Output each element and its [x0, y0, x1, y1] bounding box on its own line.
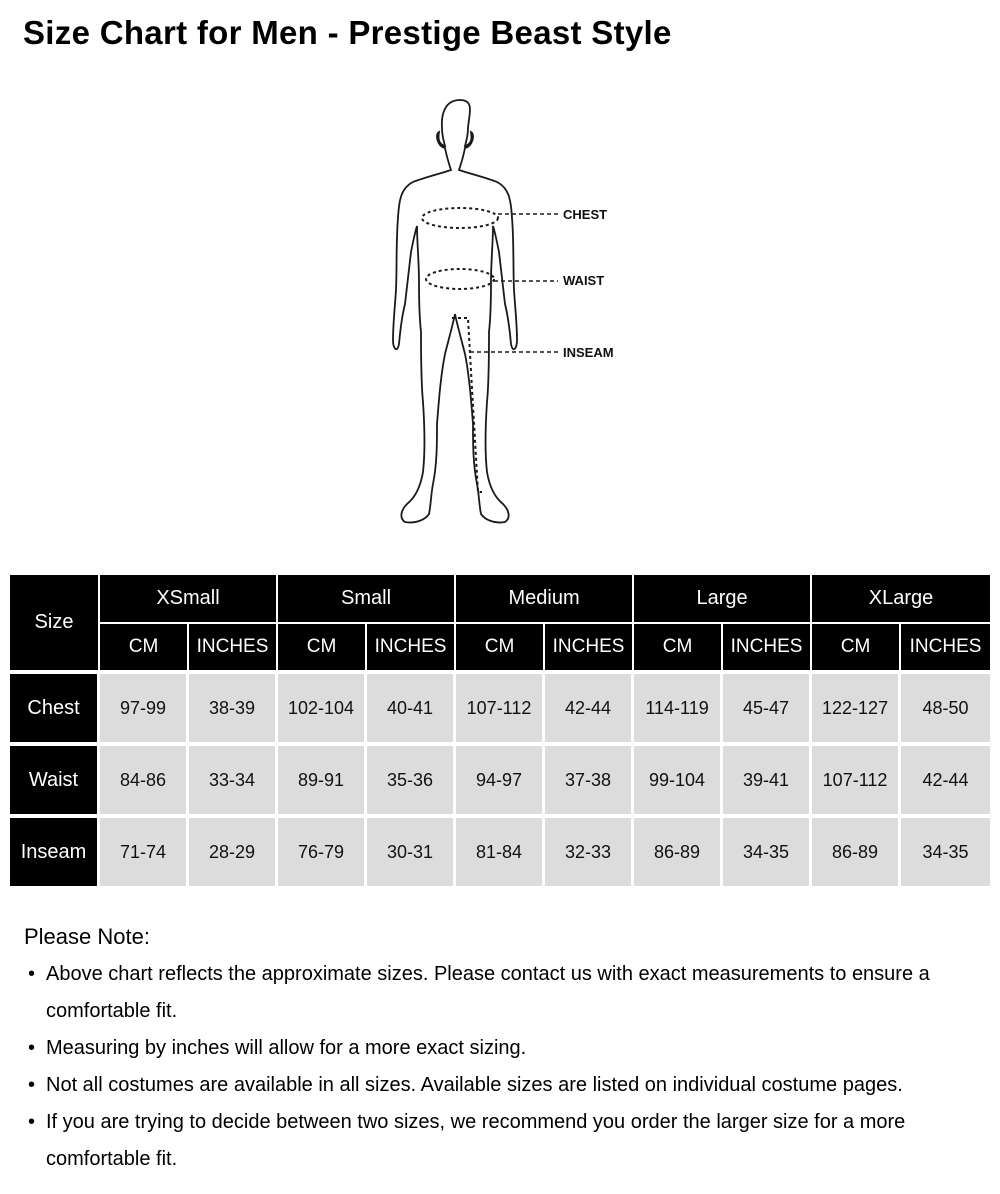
table-cell: 89-91 [278, 742, 367, 814]
table-cell: 114-119 [634, 670, 723, 742]
table-row-chest [10, 670, 990, 742]
note-item [24, 1067, 984, 1104]
table-cell: 71-74 [100, 814, 189, 886]
note-item [24, 956, 984, 1030]
table-cell: 99-104 [634, 742, 723, 814]
body-measurement-figure [360, 92, 650, 532]
chest-label: CHEST [563, 207, 608, 222]
human-silhouette-icon [360, 92, 650, 532]
waist-label: WAIST [563, 273, 605, 288]
note-text: Not all costumes are available in all sizes. Available sizes are listed on individual costume pages. [46, 1074, 903, 1096]
notes-section [24, 924, 984, 1178]
size-group-xlarge: XLarge [812, 575, 990, 622]
note-text: Above chart reflects the approximate sizes. Please contact us with exact measurements to ensure a comfortable fit. [46, 963, 930, 1022]
table-cell: 84-86 [100, 742, 189, 814]
unit-cm: CM [456, 622, 545, 670]
size-group-xsmall: XSmall [100, 575, 278, 622]
unit-cm: CM [100, 622, 189, 670]
size-group-large: Large [634, 575, 812, 622]
table-cell: 94-97 [456, 742, 545, 814]
table-cell: 48-50 [901, 670, 990, 742]
bullet-icon: • [28, 1111, 36, 1133]
table-cell: 35-36 [367, 742, 456, 814]
note-item [24, 1030, 984, 1067]
table-cell: 28-29 [189, 814, 278, 886]
table-cell: 107-112 [456, 670, 545, 742]
table-cell: 38-39 [189, 670, 278, 742]
table-cell: 32-33 [545, 814, 634, 886]
unit-cm: CM [278, 622, 367, 670]
table-row-inseam [10, 814, 990, 886]
size-group-header-row [10, 575, 990, 622]
inseam-label: INSEAM [563, 345, 614, 360]
table-cell: 40-41 [367, 670, 456, 742]
row-label-waist: Waist [10, 742, 100, 814]
bullet-icon: • [28, 963, 36, 985]
bullet-icon: • [28, 1074, 36, 1096]
table-cell: 102-104 [278, 670, 367, 742]
unit-inches: INCHES [901, 622, 990, 670]
table-cell: 107-112 [812, 742, 901, 814]
size-group-medium: Medium [456, 575, 634, 622]
table-cell: 34-35 [901, 814, 990, 886]
table-row-waist [10, 742, 990, 814]
page-title: Size Chart for Men - Prestige Beast Style [23, 14, 672, 51]
table-cell: 86-89 [634, 814, 723, 886]
table-cell: 39-41 [723, 742, 812, 814]
row-label-chest: Chest [10, 670, 100, 742]
bullet-icon: • [28, 1037, 36, 1059]
size-group-small: Small [278, 575, 456, 622]
table-cell: 76-79 [278, 814, 367, 886]
unit-cm: CM [634, 622, 723, 670]
table-cell: 122-127 [812, 670, 901, 742]
table-cell: 45-47 [723, 670, 812, 742]
note-text: If you are trying to decide between two sizes, we recommend you order the larger size for a more comfortable fit. [46, 1111, 906, 1170]
note-text: Measuring by inches will allow for a more exact sizing. [46, 1037, 527, 1059]
unit-header-row [10, 622, 990, 670]
size-chart-table [10, 575, 990, 886]
unit-inches: INCHES [545, 622, 634, 670]
table-cell: 42-44 [901, 742, 990, 814]
table-cell: 81-84 [456, 814, 545, 886]
table-cell: 34-35 [723, 814, 812, 886]
size-header: Size [10, 575, 100, 670]
unit-inches: INCHES [367, 622, 456, 670]
table-cell: 33-34 [189, 742, 278, 814]
note-item [24, 1104, 984, 1178]
notes-heading: Please Note: [24, 924, 150, 949]
unit-cm: CM [812, 622, 901, 670]
unit-inches: INCHES [189, 622, 278, 670]
table-cell: 97-99 [100, 670, 189, 742]
table-cell: 42-44 [545, 670, 634, 742]
row-label-inseam: Inseam [10, 814, 100, 886]
table-cell: 86-89 [812, 814, 901, 886]
unit-inches: INCHES [723, 622, 812, 670]
table-cell: 37-38 [545, 742, 634, 814]
table-cell: 30-31 [367, 814, 456, 886]
